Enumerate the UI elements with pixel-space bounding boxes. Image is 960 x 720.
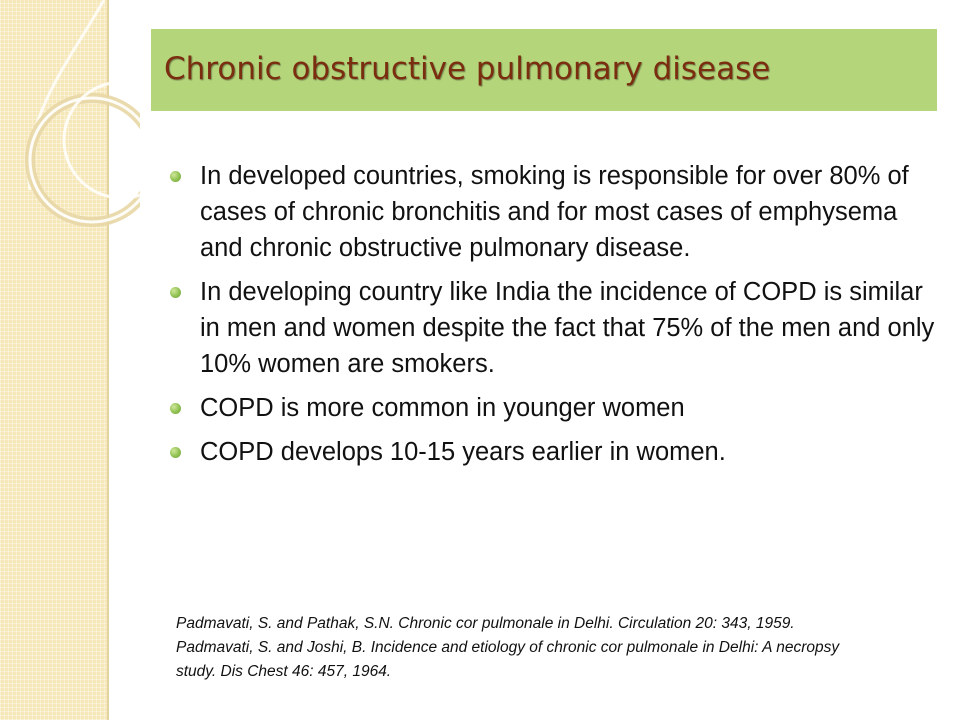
bullet-icon	[170, 403, 181, 414]
reference-line: Padmavati, S. and Pathak, S.N. Chronic cor pulmonale in Delhi. Circulation 20: 343, 1959.	[176, 615, 795, 632]
bullet-item	[170, 158, 940, 266]
bullet-item	[170, 274, 940, 382]
bullet-item	[170, 390, 940, 426]
reference-line: Padmavati, S. and Joshi, B. Incidence and etiology of chronic cor pulmonale in Delhi: A necropsy	[176, 639, 840, 656]
bullet-item	[170, 434, 940, 470]
bullet-icon	[170, 171, 181, 182]
decorative-rings-icon	[0, 0, 140, 320]
reference-line: study. Dis Chest 46: 457, 1964.	[176, 663, 392, 680]
bullet-text: In developed countries, smoking is responsible for over 80% of cases of chronic bronchitis and for most cases of emphysema and chronic obstructive pulmonary disease.	[200, 162, 909, 262]
references	[176, 612, 946, 684]
decorative-side-band	[0, 0, 109, 720]
bullet-icon	[170, 447, 181, 458]
title-bar	[151, 29, 937, 111]
bullet-text: COPD is more common in younger women	[200, 394, 685, 422]
bullet-text: In developing country like India the incidence of COPD is similar in men and women despite the fact that 75% of the men and only 10% women are smokers.	[200, 278, 935, 378]
bullet-icon	[170, 287, 181, 298]
bullet-list	[170, 158, 940, 478]
slide-title: Chronic obstructive pulmonary disease	[164, 51, 771, 87]
bullet-text: COPD develops 10-15 years earlier in women.	[200, 438, 726, 466]
